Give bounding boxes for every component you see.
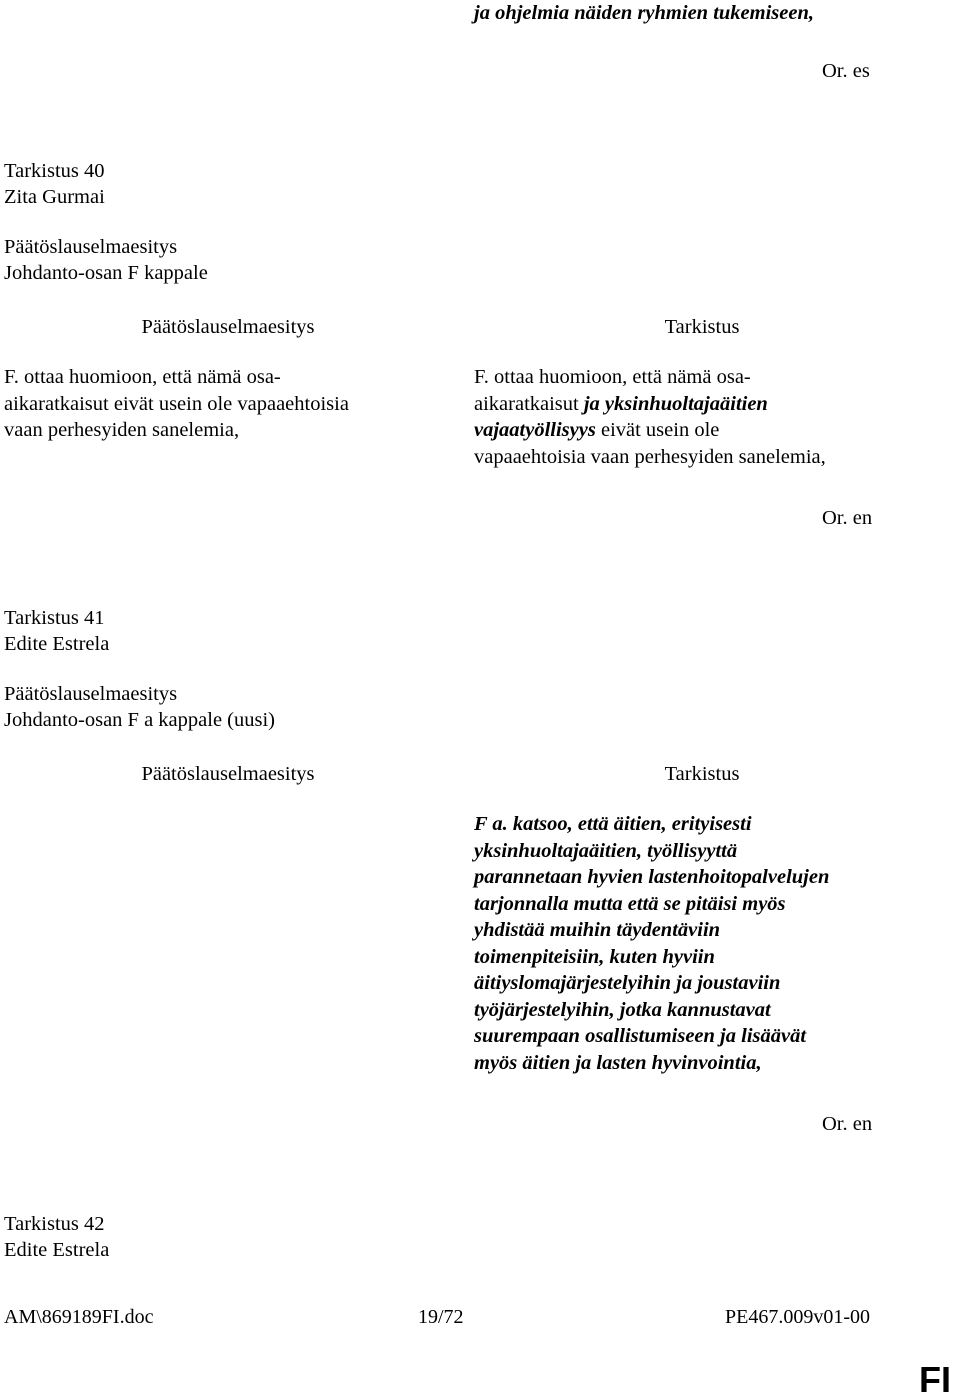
amendment-author: Edite Estrela [4,1239,110,1261]
left-column-header: Päätöslauselmaesitys [141,763,315,785]
inserted-text-line: toimenpiteisiin, kuten hyviin [474,945,715,968]
amended-text-line: F. ottaa huomioon, että nämä osa- [474,366,751,388]
section-reference: Johdanto-osan F kappale [4,262,208,284]
original-text [4,364,349,444]
original-text-line: vaan perhesyiden sanelemia, [4,419,240,441]
amendment-heading: Tarkistus 40 [4,160,105,182]
unchanged-text: eivät usein ole [595,419,720,441]
amendment-author: Edite Estrela [4,633,110,655]
inserted-text-line: yksinhuoltajaäitien, työllisyyttä [474,839,738,862]
inserted-text-line: suurempaan osallistumiseen ja lisäävät [474,1025,807,1047]
inserted-text-line: työjärjestelyihin, jotka kannustavat [474,998,771,1021]
inserted-text-line: myös äitien ja lasten hyvinvointia, [474,1051,762,1074]
original-language-label: Or. en [822,507,873,529]
inserted-text: ja yksinhuoltajaäitien [583,392,768,415]
inserted-text-line: parannetaan hyvien lastenhoitopalvelujen [474,866,830,888]
footer-page-number: 19/72 [418,1306,464,1328]
language-code: FI [919,1359,951,1400]
right-column-header: Tarkistus [664,316,740,338]
inserted-text-line: äitiyslomajärjestelyihin ja joustaviin [474,972,781,994]
inserted-text-line: F a. katsoo, että äitien, erityisesti [474,813,752,835]
unchanged-text: aikaratkaisut [474,392,584,415]
original-language-label: Or. es [822,60,870,82]
footer-pe-reference: PE467.009v01-00 [725,1306,870,1328]
continued-text: ja ohjelmia näiden ryhmien tukemiseen, [474,2,814,24]
right-column-header: Tarkistus [664,763,740,785]
inserted-text-line: yhdistää muihin täydentäviin [474,919,721,941]
amended-text-line [474,417,826,444]
original-text-line: aikaratkaisut eivät usein ole vapaaehtoisia [4,392,349,415]
inserted-text-line: tarjonnalla mutta että se pitäisi myös [474,892,786,915]
left-column-header: Päätöslauselmaesitys [141,316,315,338]
footer-document-reference: AM\869189FI.doc [4,1306,154,1328]
amendment-author: Zita Gurmai [4,186,105,208]
amended-text [474,364,826,470]
inserted-text: vajaatyöllisyys [474,419,596,441]
section-reference: Johdanto-osan F a kappale (uusi) [4,709,275,731]
amended-text [474,811,829,1076]
original-text-line: F. ottaa huomioon, että nämä osa- [4,366,281,388]
amended-text-line: vapaaehtoisia vaan perhesyiden sanelemia, [474,445,826,468]
document-type: Päätöslauselmaesitys [4,683,178,705]
original-language-label: Or. en [822,1113,873,1135]
amended-text-line [474,391,826,418]
amendment-heading: Tarkistus 42 [4,1213,105,1235]
document-type: Päätöslauselmaesitys [4,236,178,258]
amendment-heading: Tarkistus 41 [4,607,105,629]
